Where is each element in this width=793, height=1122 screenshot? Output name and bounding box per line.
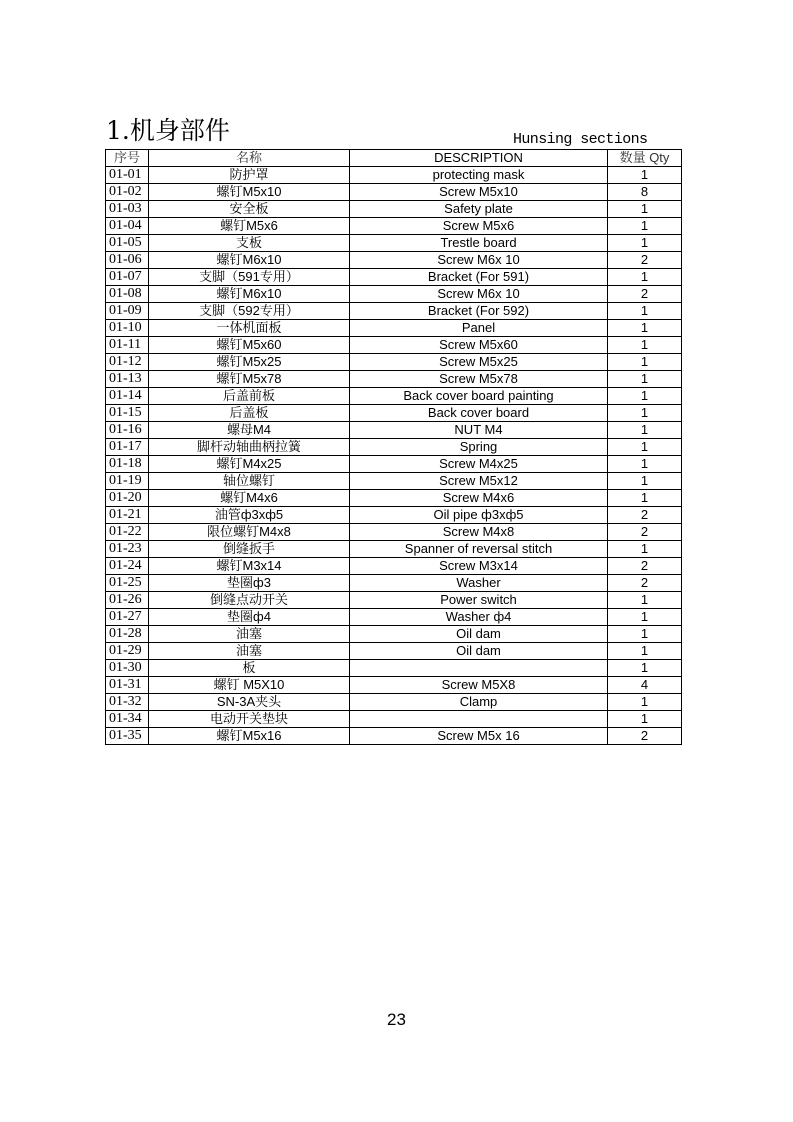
table-row — [106, 252, 682, 269]
part-name: 支脚（592专用） — [149, 303, 350, 320]
table-row — [106, 405, 682, 422]
part-name: 倒缝扳手 — [149, 541, 350, 558]
part-number: 01-25 — [106, 575, 149, 592]
part-name: 防护罩 — [149, 167, 350, 184]
part-description: Screw M5x25 — [350, 354, 608, 371]
part-qty: 1 — [608, 643, 682, 660]
table-row — [106, 320, 682, 337]
part-number: 01-12 — [106, 354, 149, 371]
table-row — [106, 677, 682, 694]
part-qty: 1 — [608, 490, 682, 507]
part-number: 01-02 — [106, 184, 149, 201]
table-row — [106, 490, 682, 507]
part-description: Screw M5x78 — [350, 371, 608, 388]
part-name: 螺钉M5x60 — [149, 337, 350, 354]
table-row — [106, 524, 682, 541]
part-qty: 1 — [608, 371, 682, 388]
part-name: 螺钉M6x10 — [149, 252, 350, 269]
part-description: Screw M5x12 — [350, 473, 608, 490]
part-name: 油管ф3xф5 — [149, 507, 350, 524]
part-qty: 2 — [608, 575, 682, 592]
part-qty: 1 — [608, 592, 682, 609]
part-number: 01-21 — [106, 507, 149, 524]
part-number: 01-35 — [106, 728, 149, 745]
part-description: Spring — [350, 439, 608, 456]
part-description: Back cover board painting — [350, 388, 608, 405]
part-name: 螺钉M5x6 — [149, 218, 350, 235]
part-number: 01-15 — [106, 405, 149, 422]
table-row — [106, 371, 682, 388]
part-number: 01-01 — [106, 167, 149, 184]
part-qty: 1 — [608, 626, 682, 643]
part-name: 后盖前板 — [149, 388, 350, 405]
part-number: 01-31 — [106, 677, 149, 694]
table-row — [106, 473, 682, 490]
part-description: Screw M6x 10 — [350, 286, 608, 303]
part-number: 01-23 — [106, 541, 149, 558]
part-qty: 1 — [608, 439, 682, 456]
part-name: 螺钉M5x10 — [149, 184, 350, 201]
part-description: Oil pipe ф3xф5 — [350, 507, 608, 524]
part-description: Panel — [350, 320, 608, 337]
part-qty: 2 — [608, 558, 682, 575]
part-name: 油塞 — [149, 626, 350, 643]
part-description: Oil dam — [350, 643, 608, 660]
table-row — [106, 609, 682, 626]
table-row — [106, 507, 682, 524]
part-name: 后盖板 — [149, 405, 350, 422]
part-description: Washer — [350, 575, 608, 592]
part-description: Bracket (For 591) — [350, 269, 608, 286]
table-row — [106, 660, 682, 677]
part-number: 01-03 — [106, 201, 149, 218]
page-number: 23 — [387, 1010, 406, 1029]
table-row — [106, 558, 682, 575]
part-qty: 1 — [608, 235, 682, 252]
table-row — [106, 201, 682, 218]
table-row — [106, 728, 682, 745]
part-number: 01-20 — [106, 490, 149, 507]
table-header-row — [106, 150, 682, 167]
part-name: 支板 — [149, 235, 350, 252]
part-number: 01-13 — [106, 371, 149, 388]
part-number: 01-27 — [106, 609, 149, 626]
part-qty: 1 — [608, 711, 682, 728]
part-qty: 1 — [608, 422, 682, 439]
table-row — [106, 354, 682, 371]
part-name: 螺钉M4x6 — [149, 490, 350, 507]
table-row — [106, 269, 682, 286]
part-number: 01-24 — [106, 558, 149, 575]
part-qty: 2 — [608, 286, 682, 303]
header-number: 序号 — [106, 150, 149, 167]
part-name: 螺钉M3x14 — [149, 558, 350, 575]
section-title: 1.机身部件 — [106, 116, 230, 145]
part-name: 垫圈ф3 — [149, 575, 350, 592]
part-qty: 1 — [608, 694, 682, 711]
part-number: 01-11 — [106, 337, 149, 354]
part-qty: 1 — [608, 456, 682, 473]
table-row — [106, 235, 682, 252]
part-description: Screw M5x10 — [350, 184, 608, 201]
table-row — [106, 541, 682, 558]
part-description: Screw M5x 16 — [350, 728, 608, 745]
part-description: Screw M4x25 — [350, 456, 608, 473]
part-qty: 1 — [608, 201, 682, 218]
table-row — [106, 439, 682, 456]
part-name: 安全板 — [149, 201, 350, 218]
part-name: 螺钉M4x25 — [149, 456, 350, 473]
part-number: 01-30 — [106, 660, 149, 677]
part-name: 螺钉M5x25 — [149, 354, 350, 371]
part-number: 01-08 — [106, 286, 149, 303]
part-description: Screw M5x6 — [350, 218, 608, 235]
part-description: Bracket (For 592) — [350, 303, 608, 320]
part-name: 支脚（591专用） — [149, 269, 350, 286]
part-name: 轴位螺钉 — [149, 473, 350, 490]
part-description: protecting mask — [350, 167, 608, 184]
part-number: 01-05 — [106, 235, 149, 252]
part-description — [350, 711, 608, 728]
part-number: 01-10 — [106, 320, 149, 337]
part-number: 01-17 — [106, 439, 149, 456]
part-qty: 1 — [608, 609, 682, 626]
table-row — [106, 286, 682, 303]
part-number: 01-18 — [106, 456, 149, 473]
part-name: 限位螺钉M4x8 — [149, 524, 350, 541]
part-qty: 1 — [608, 337, 682, 354]
part-qty: 1 — [608, 660, 682, 677]
part-name: 螺钉M5x16 — [149, 728, 350, 745]
part-qty: 1 — [608, 473, 682, 490]
table-row — [106, 694, 682, 711]
table-row — [106, 337, 682, 354]
part-qty: 2 — [608, 728, 682, 745]
part-number: 01-14 — [106, 388, 149, 405]
table-row — [106, 167, 682, 184]
table-row — [106, 388, 682, 405]
part-number: 01-07 — [106, 269, 149, 286]
part-qty: 1 — [608, 167, 682, 184]
part-qty: 1 — [608, 320, 682, 337]
part-description: Back cover board — [350, 405, 608, 422]
part-qty: 1 — [608, 388, 682, 405]
section-subtitle: Hunsing sections — [513, 131, 648, 148]
part-name: 垫圈ф4 — [149, 609, 350, 626]
part-description: Trestle board — [350, 235, 608, 252]
table-row — [106, 575, 682, 592]
part-number: 01-04 — [106, 218, 149, 235]
part-number: 01-22 — [106, 524, 149, 541]
part-number: 01-16 — [106, 422, 149, 439]
part-qty: 2 — [608, 507, 682, 524]
part-number: 01-06 — [106, 252, 149, 269]
table-row — [106, 643, 682, 660]
part-description: Spanner of reversal stitch — [350, 541, 608, 558]
part-description: Washer ф4 — [350, 609, 608, 626]
part-description: Screw M4x8 — [350, 524, 608, 541]
part-description: Safety plate — [350, 201, 608, 218]
part-name: 板 — [149, 660, 350, 677]
part-name: SN-3A夹头 — [149, 694, 350, 711]
part-qty: 1 — [608, 541, 682, 558]
table-row — [106, 626, 682, 643]
part-description: Screw M4x6 — [350, 490, 608, 507]
part-description: Screw M6x 10 — [350, 252, 608, 269]
header-description: DESCRIPTION — [350, 150, 608, 167]
part-number: 01-32 — [106, 694, 149, 711]
part-name: 螺钉M5x78 — [149, 371, 350, 388]
part-number: 01-34 — [106, 711, 149, 728]
part-name: 倒缝点动开关 — [149, 592, 350, 609]
part-qty: 1 — [608, 354, 682, 371]
part-name: 螺钉M6x10 — [149, 286, 350, 303]
table-row — [106, 711, 682, 728]
part-number: 01-26 — [106, 592, 149, 609]
part-number: 01-28 — [106, 626, 149, 643]
part-description: NUT M4 — [350, 422, 608, 439]
part-description: Oil dam — [350, 626, 608, 643]
header-name: 名称 — [149, 150, 350, 167]
part-name: 一体机面板 — [149, 320, 350, 337]
part-qty: 2 — [608, 252, 682, 269]
part-name: 螺钉 M5X10 — [149, 677, 350, 694]
header-qty: 数量 Qty — [608, 150, 682, 167]
table-row — [106, 456, 682, 473]
part-qty: 1 — [608, 218, 682, 235]
part-name: 电动开关垫块 — [149, 711, 350, 728]
part-description: Screw M5X8 — [350, 677, 608, 694]
part-number: 01-19 — [106, 473, 149, 490]
part-qty: 1 — [608, 303, 682, 320]
part-qty: 2 — [608, 524, 682, 541]
part-name: 螺母M4 — [149, 422, 350, 439]
part-description: Clamp — [350, 694, 608, 711]
part-qty: 1 — [608, 405, 682, 422]
part-qty: 8 — [608, 184, 682, 201]
part-description: Screw M5x60 — [350, 337, 608, 354]
part-name: 油塞 — [149, 643, 350, 660]
part-qty: 4 — [608, 677, 682, 694]
part-description: Screw M3x14 — [350, 558, 608, 575]
table-row — [106, 184, 682, 201]
table-row — [106, 422, 682, 439]
part-name: 脚杆动轴曲柄拉簧 — [149, 439, 350, 456]
part-qty: 1 — [608, 269, 682, 286]
table-row — [106, 303, 682, 320]
part-number: 01-09 — [106, 303, 149, 320]
part-description: Power switch — [350, 592, 608, 609]
parts-table — [105, 149, 682, 745]
table-row — [106, 218, 682, 235]
part-number: 01-29 — [106, 643, 149, 660]
table-row — [106, 592, 682, 609]
part-description — [350, 660, 608, 677]
